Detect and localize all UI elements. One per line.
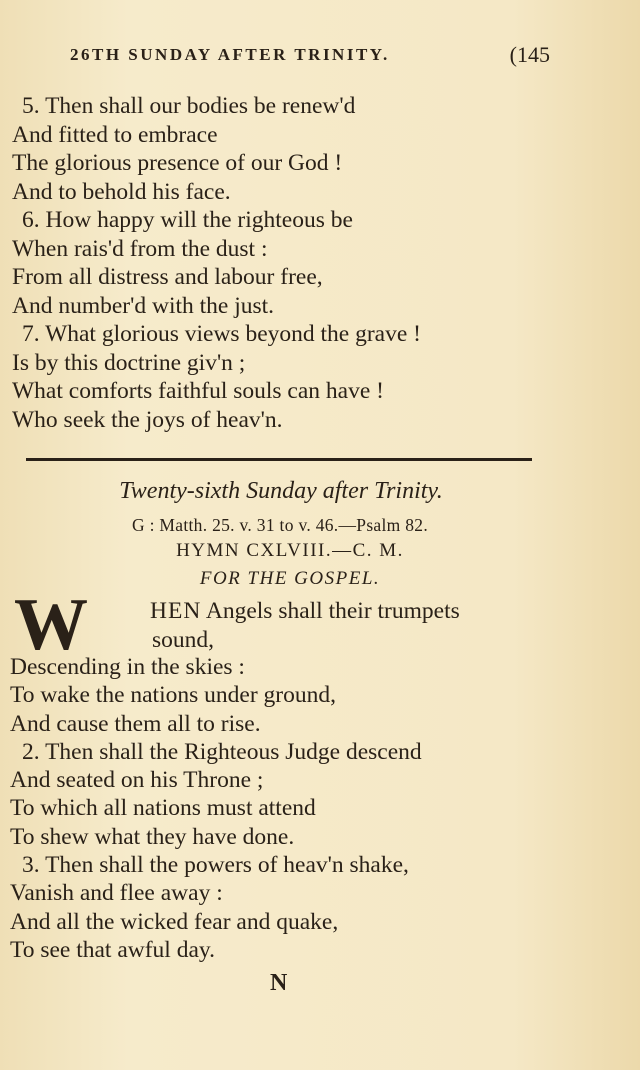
running-header: [70, 44, 550, 66]
hymn-body: [10, 653, 422, 964]
verse-line: Is by this doctrine giv'n ;: [12, 349, 246, 376]
verse-line: Descending in the skies :: [10, 654, 245, 680]
opening-line: Angels shall their trumpets: [201, 598, 460, 624]
verse-line: Vanish and flee away :: [10, 880, 223, 907]
verse-line: The glorious presence of our God !: [12, 150, 343, 176]
verse-line: And to behold his face.: [12, 178, 231, 205]
signature-mark: N: [270, 970, 288, 996]
gospel-reference: G : Matth. 25. v. 31 to v. 46.—Psalm 82.: [131, 515, 429, 535]
verse-line: From all distress and labour free,: [12, 264, 323, 290]
previous-hymn: [12, 92, 632, 434]
opening-line-2: sound,: [152, 626, 215, 653]
verse-line: And number'd with the just.: [12, 292, 275, 319]
verse-line: To which all nations must attend: [10, 795, 316, 822]
verse-line: 2. Then shall the Righteous Judge descend: [22, 738, 422, 765]
opening-caps: HEN: [150, 598, 202, 624]
hymn-opening: [150, 597, 460, 654]
drop-cap: W: [14, 584, 86, 666]
verse-line: And seated on his Throne ;: [10, 767, 264, 794]
verse-line: To see that awful day.: [10, 936, 215, 963]
verse-line: Who seek the joys of heav'n.: [12, 406, 283, 433]
verse-line: 7. What glorious views beyond the grave !: [22, 321, 421, 347]
verse-line: 5. Then shall our bodies be renew'd: [22, 93, 356, 119]
hymn-number: HYMN CXLVIII.—C. M.: [176, 540, 404, 561]
verse-line: And all the wicked fear and quake,: [10, 908, 339, 935]
header-title: 26TH SUNDAY AFTER TRINITY.: [70, 45, 390, 64]
page-number: (145: [509, 42, 550, 67]
verse-line: What comforts faithful souls can have !: [12, 378, 384, 404]
verse-line: 6. How happy will the righteous be: [22, 207, 353, 233]
verse-line: When rais'd from the dust :: [12, 235, 268, 262]
hymn-purpose: FOR THE GOSPEL.: [199, 568, 381, 589]
verse-line: To shew what they have done.: [10, 823, 295, 850]
verse-line: 3. Then shall the powers of heav'n shake,: [22, 852, 409, 879]
verse-line: And fitted to embrace: [12, 121, 218, 148]
verse-line: And cause them all to rise.: [10, 710, 261, 737]
section-divider: [26, 458, 532, 461]
verse-line: To wake the nations under ground,: [10, 682, 336, 709]
section-title: Twenty-sixth Sunday after Trinity.: [119, 478, 443, 504]
